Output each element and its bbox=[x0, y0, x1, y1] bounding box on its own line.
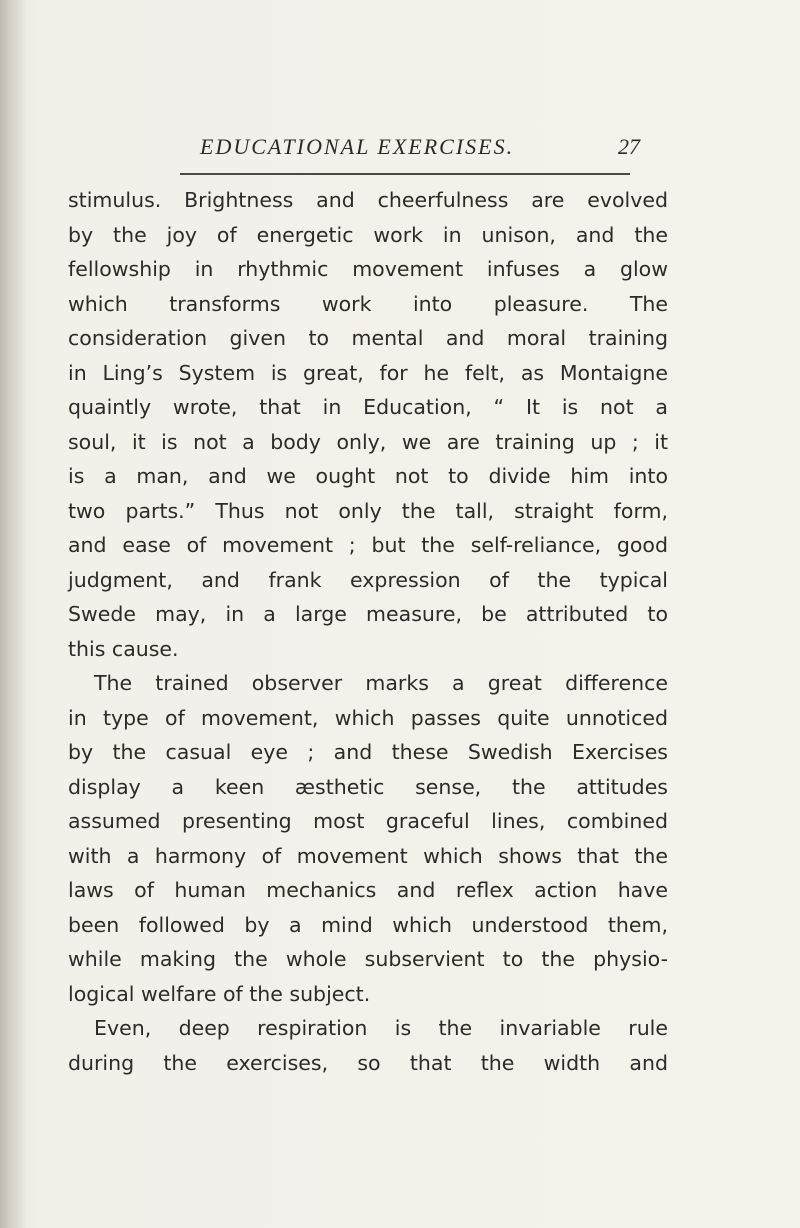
text-line: display a keen æsthetic sense, the attitudes bbox=[68, 774, 668, 799]
text-line: been followed by a mind which understood them, bbox=[68, 912, 668, 937]
text-line: which transforms work into pleasure. The bbox=[68, 291, 668, 316]
text-line: The trained observer marks a great difference bbox=[94, 671, 668, 695]
text-line: in Ling’s System is great, for he felt, as Montaigne bbox=[68, 360, 668, 385]
text-line: with a harmony of movement which shows that the bbox=[68, 843, 668, 868]
text-line: fellowship in rhythmic movement infuses a glow bbox=[68, 257, 668, 281]
text-line: stimulus. Brightness and cheerfulness are evolved bbox=[68, 188, 668, 212]
page-gutter-shadow bbox=[0, 0, 26, 1228]
text-line: Swede may, in a large measure, be attributed to bbox=[68, 602, 668, 626]
text-line: by the joy of energetic work in unison, and the bbox=[68, 222, 668, 247]
text-line: is a man, and we ought not to divide him into bbox=[68, 464, 668, 488]
text-line: while making the whole subservient to the physio- bbox=[68, 947, 668, 971]
body-text bbox=[68, 183, 668, 1080]
page-number: 27 bbox=[618, 134, 640, 159]
text-line: this cause. bbox=[68, 636, 179, 661]
text-line: quaintly wrote, that in Education, “ It is not a bbox=[68, 395, 668, 419]
text-line: assumed presenting most graceful lines, combined bbox=[68, 809, 668, 833]
text-line: by the casual eye ; and these Swedish Exercises bbox=[68, 740, 668, 764]
running-head: EDUCATIONAL EXERCISES. bbox=[200, 134, 515, 159]
text-line: during the exercises, so that the width and bbox=[68, 1050, 668, 1075]
text-line: Even, deep respiration is the invariable rule bbox=[94, 1016, 668, 1040]
text-line: judgment, and frank expression of the typical bbox=[68, 567, 668, 592]
text-line: logical welfare of the subject. bbox=[68, 981, 371, 1006]
text-line: and ease of movement ; but the self-reliance, good bbox=[68, 533, 668, 557]
text-line: laws of human mechanics and reflex action have bbox=[68, 878, 668, 902]
text-line: two parts.” Thus not only the tall, straight form, bbox=[68, 498, 668, 523]
text-line: in type of movement, which passes quite unnoticed bbox=[68, 705, 668, 730]
header-rule bbox=[180, 173, 630, 175]
text-line: soul, it is not a body only, we are training up ; it bbox=[68, 429, 668, 454]
text-line: consideration given to mental and moral training bbox=[68, 326, 668, 350]
page-header bbox=[0, 134, 800, 174]
